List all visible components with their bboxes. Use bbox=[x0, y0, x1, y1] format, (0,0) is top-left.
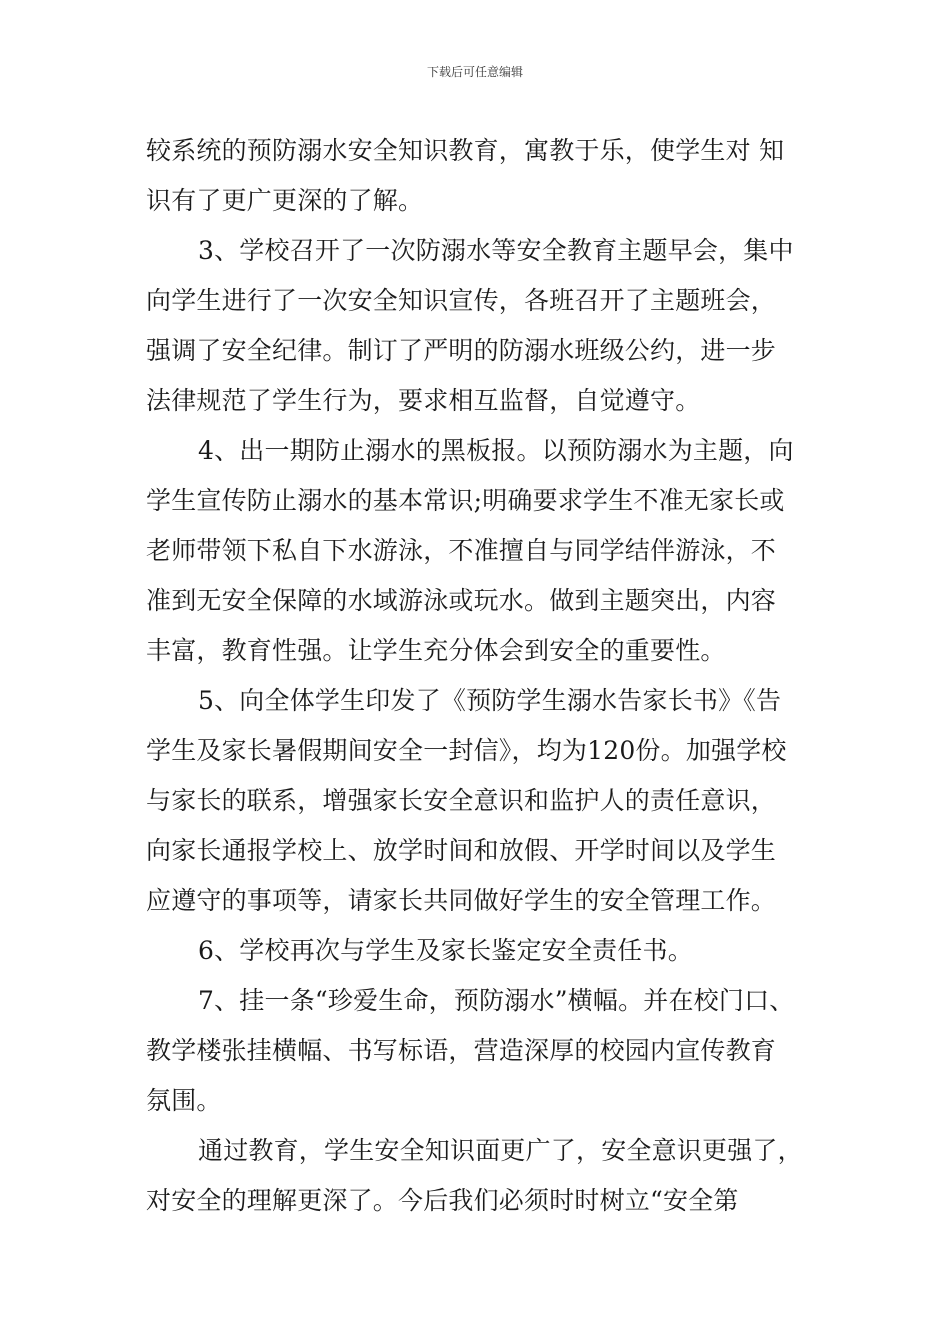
text-line: 向学生进行了一次安全知识宣传，各班召开了主题班会， bbox=[146, 286, 777, 315]
text-line: 氛围。 bbox=[146, 1086, 222, 1115]
text-line: 丰富，教育性强。让学生充分体会到安全的重要性。 bbox=[146, 636, 726, 665]
text-line: 应遵守的事项等，请家长共同做好学生的安全管理工作。 bbox=[146, 886, 777, 915]
text-line: 法律规范了学生行为，要求相互监督，自觉遵守。 bbox=[146, 386, 701, 415]
document-body bbox=[146, 126, 810, 1226]
text-line: 教学楼张挂横幅、书写标语，营造深厚的校园内宣传教育 bbox=[146, 1036, 777, 1065]
text-line: 3、学校召开了一次防溺水等安全教育主题早会，集中 bbox=[198, 236, 794, 265]
text-line: 向家长通报学校上、放学时间和放假、开学时间以及学生 bbox=[146, 836, 777, 865]
text-line: 与家长的联系，增强家长安全意识和监护人的责任意识， bbox=[146, 786, 777, 815]
text-line: 较系统的预防溺水安全知识教育，寓教于乐，使学生对 知 bbox=[146, 136, 785, 165]
text-line: 对安全的理解更深了。今后我们必须时时树立“安全第 bbox=[146, 1186, 739, 1215]
text-line: 5、向全体学生印发了《预防学生溺水告家长书》《告 bbox=[198, 686, 782, 715]
text-line: 6、学校再次与学生及家长鉴定安全责任书。 bbox=[198, 936, 693, 965]
text-line: 通过教育，学生安全知识面更广了，安全意识更强了， bbox=[198, 1136, 803, 1165]
text-line: 7、挂一条“珍爱生命，预防溺水”横幅。并在校门口、 bbox=[198, 986, 795, 1015]
text-line: 准到无安全保障的水域游泳或玩水。做到主题突出，内容 bbox=[146, 586, 777, 615]
text-line: 强调了安全纪律。制订了严明的防溺水班级公约，进一步 bbox=[146, 336, 777, 365]
text-line: 识有了更广更深的了解。 bbox=[146, 186, 424, 215]
page-header-note: 下载后可任意编辑 bbox=[426, 65, 523, 79]
text-line: 学生及家长暑假期间安全一封信》，均为120份。加强学校 bbox=[146, 736, 787, 765]
text-line: 学生宣传防止溺水的基本常识;明确要求学生不准无家长或 bbox=[146, 486, 785, 515]
text-line: 4、出一期防止溺水的黑板报。以预防溺水为主题，向 bbox=[198, 436, 794, 465]
text-line: 老师带领下私自下水游泳，不准擅自与同学结伴游泳，不 bbox=[146, 536, 777, 565]
